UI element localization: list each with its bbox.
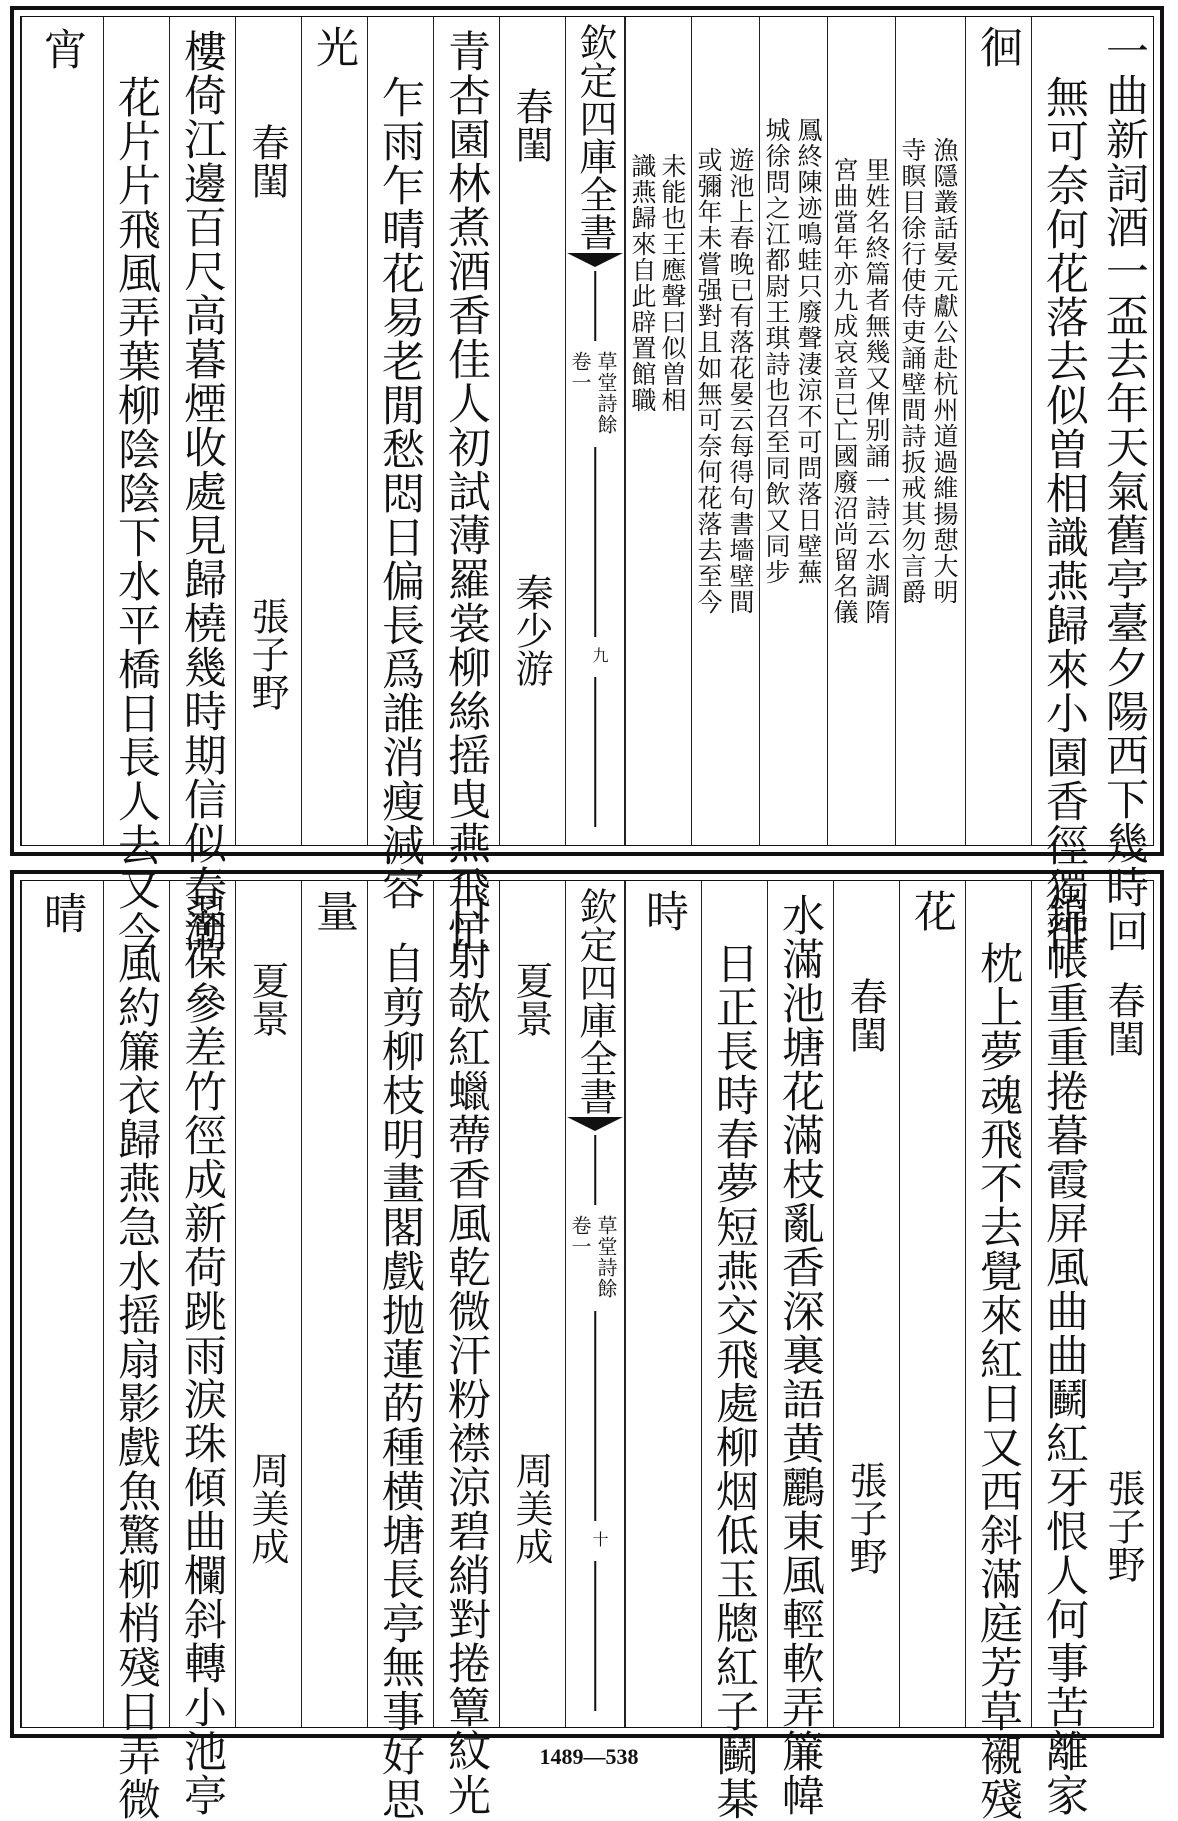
overflow-char: 花 xyxy=(907,889,957,933)
volume-label: 卷一 xyxy=(568,1215,592,1257)
top-col-1 xyxy=(1097,17,1151,953)
poem-line-col xyxy=(103,17,169,955)
poem-line: 青杏園林煮酒香佳人初試薄羅裳柳絲摇曳燕飛忙 xyxy=(441,29,491,953)
top-page xyxy=(10,6,1164,955)
commentary-line: 識燕歸來自此辟置館職 xyxy=(628,153,657,413)
poem-title: 春閨 xyxy=(843,977,887,1053)
overflow-char: 時 xyxy=(639,889,689,933)
poem-line-col xyxy=(701,881,767,1821)
note-col-pair-1 xyxy=(895,17,965,845)
poem-line-col xyxy=(965,881,1031,1821)
top-col-2 xyxy=(1031,17,1097,955)
commentary-line: 或彌年未嘗强對且如無可奈何花落去至今 xyxy=(694,147,723,615)
commentary-line: 宮曲當年亦九成哀音已亡國廢沼尚留名儀 xyxy=(830,157,859,625)
poem-author: 周美成 xyxy=(509,1451,553,1565)
poem-title: 夏景 xyxy=(245,961,289,1037)
poem-line-col xyxy=(433,881,499,1817)
commentary-line: 里姓名終篇者無幾又俾别誦一詩云水調隋 xyxy=(862,157,891,625)
poem-title: 春閨 xyxy=(509,87,553,163)
poem-author: 張子野 xyxy=(245,597,289,711)
poem-title-col xyxy=(235,17,301,845)
footer-page-number: 1489—538 xyxy=(539,1744,639,1769)
poem-title-col xyxy=(235,881,301,1727)
poem-line: 一曲新詞酒一盃去年天氣舊亭臺夕陽西下幾時回 xyxy=(1099,29,1149,953)
overflow-char: 量 xyxy=(309,889,359,933)
overflow-col xyxy=(301,17,367,845)
commentary-line: 漁隱叢話晏元獻公赴杭州道過維揚憇大明 xyxy=(930,137,959,605)
margin-col-left xyxy=(21,17,103,845)
poem-line: 花片片飛風弄葉柳陰陰下水平橋日長人去又今 xyxy=(111,75,161,955)
poem-line-col xyxy=(367,881,433,1821)
note-col-pair-4 xyxy=(691,17,759,845)
poem-line: 樓倚江邊百尺高暮煙收處見歸橈幾時期信似春潮 xyxy=(177,29,227,953)
commentary-line: 城徐問之江都尉王琪詩也召至同飲又同步 xyxy=(762,117,791,585)
poem-line: 無可奈何花落去似曽相識燕歸來小園香徑獨徘 xyxy=(1039,75,1089,955)
page-number: 九 xyxy=(590,647,609,663)
poem-line-col xyxy=(1031,881,1097,1817)
poem-line-col xyxy=(367,17,433,911)
note-col-pair-3 xyxy=(759,17,827,845)
overflow-col xyxy=(301,881,367,1727)
commentary-line: 鳳終陳迹鳴蛙只廢聲淒涼不可問落日壁蕪 xyxy=(794,117,823,585)
margin-char: 徊 xyxy=(973,25,1023,69)
poem-line: 乍雨乍晴花易老閒愁悶日偏長爲誰消瘦減容 xyxy=(375,75,425,911)
poem-line: 日射欹紅蠟蔕香風乾微汗粉襟涼碧綃對捲簟紋光 xyxy=(441,893,491,1817)
commentary-line: 未能也王應聲曰似曽相 xyxy=(658,153,687,413)
center-line xyxy=(594,447,596,637)
poem-author: 張子野 xyxy=(843,1461,887,1575)
note-col-pair-2 xyxy=(827,17,895,845)
fish-tail-upper xyxy=(566,253,624,269)
poem-title: 春閨 xyxy=(1101,981,1145,1057)
poem-line: 枕上夢魂飛不去覺來紅日又西斜滿庭芳草襯殘 xyxy=(973,941,1023,1821)
poem-author: 秦少游 xyxy=(509,573,553,687)
center-line xyxy=(594,1561,596,1711)
margin-col-left xyxy=(21,881,103,1727)
book-title: 欽定四庫全書 xyxy=(573,887,617,1115)
center-line xyxy=(594,271,596,341)
center-line xyxy=(594,1135,596,1205)
poem-line-col xyxy=(767,881,833,1817)
poem-line-col xyxy=(433,17,499,953)
fish-tail-upper xyxy=(566,1117,624,1133)
section-title: 草堂詩餘 xyxy=(594,351,618,435)
center-line xyxy=(594,1311,596,1521)
top-page-frame xyxy=(20,16,1154,955)
poem-title: 春閨 xyxy=(245,123,289,199)
poem-title-col xyxy=(1097,881,1151,1727)
poem-line: 水滿池塘花滿枝亂香深裏語黄鸝東風輕軟弄簾幃 xyxy=(775,893,825,1817)
book-title: 欽定四庫全書 xyxy=(573,23,617,251)
poem-title-col xyxy=(499,881,565,1727)
overflow-col xyxy=(625,881,701,1727)
overflow-char: 光 xyxy=(309,25,359,69)
poem-line: 風約簾衣歸燕急水摇扇影戲魚驚柳梢殘日弄微 xyxy=(111,941,161,1821)
poem-author: 張子野 xyxy=(1101,1469,1145,1583)
poem-line-col xyxy=(169,881,235,1817)
poem-title-col xyxy=(499,17,565,845)
page-number: 十 xyxy=(590,1531,609,1547)
overflow-col xyxy=(899,881,965,1727)
center-fold xyxy=(565,17,625,845)
poem-author: 周美成 xyxy=(245,1451,289,1565)
poem-line: 錦帳重重捲暮霞屏風曲曲鬭紅牙恨人何事苦離家 xyxy=(1039,893,1089,1817)
section-title: 草堂詩餘 xyxy=(594,1215,618,1299)
poem-line: 日正長時春夢短燕交飛處柳烟低玉牕紅子鬭棊 xyxy=(709,941,759,1821)
center-fold xyxy=(565,881,625,1727)
note-col-pair-5 xyxy=(625,17,691,845)
poem-line-col xyxy=(169,17,235,953)
poem-line: 自剪柳枝明畫閣戲抛蓮菂種横塘長亭無事好思 xyxy=(375,941,425,1821)
margin-char: 宵 xyxy=(37,27,87,71)
poem-line-col xyxy=(103,881,169,1821)
volume-label: 卷一 xyxy=(568,351,592,393)
center-line xyxy=(594,677,596,827)
poem-line: 翠葆參差竹徑成新荷跳雨淚珠傾曲欄斜轉小池亭 xyxy=(177,893,227,1817)
top-col-3 xyxy=(965,17,1031,845)
commentary-line: 遊池上春晚已有落花晏云每得句書墻壁間 xyxy=(726,147,755,615)
poem-title-col xyxy=(833,881,899,1727)
margin-char: 晴 xyxy=(37,891,87,935)
poem-title: 夏景 xyxy=(509,961,553,1037)
commentary-line: 寺瞑目徐行使侍吏誦壁間詩扳戒其勿言爵 xyxy=(898,137,927,605)
